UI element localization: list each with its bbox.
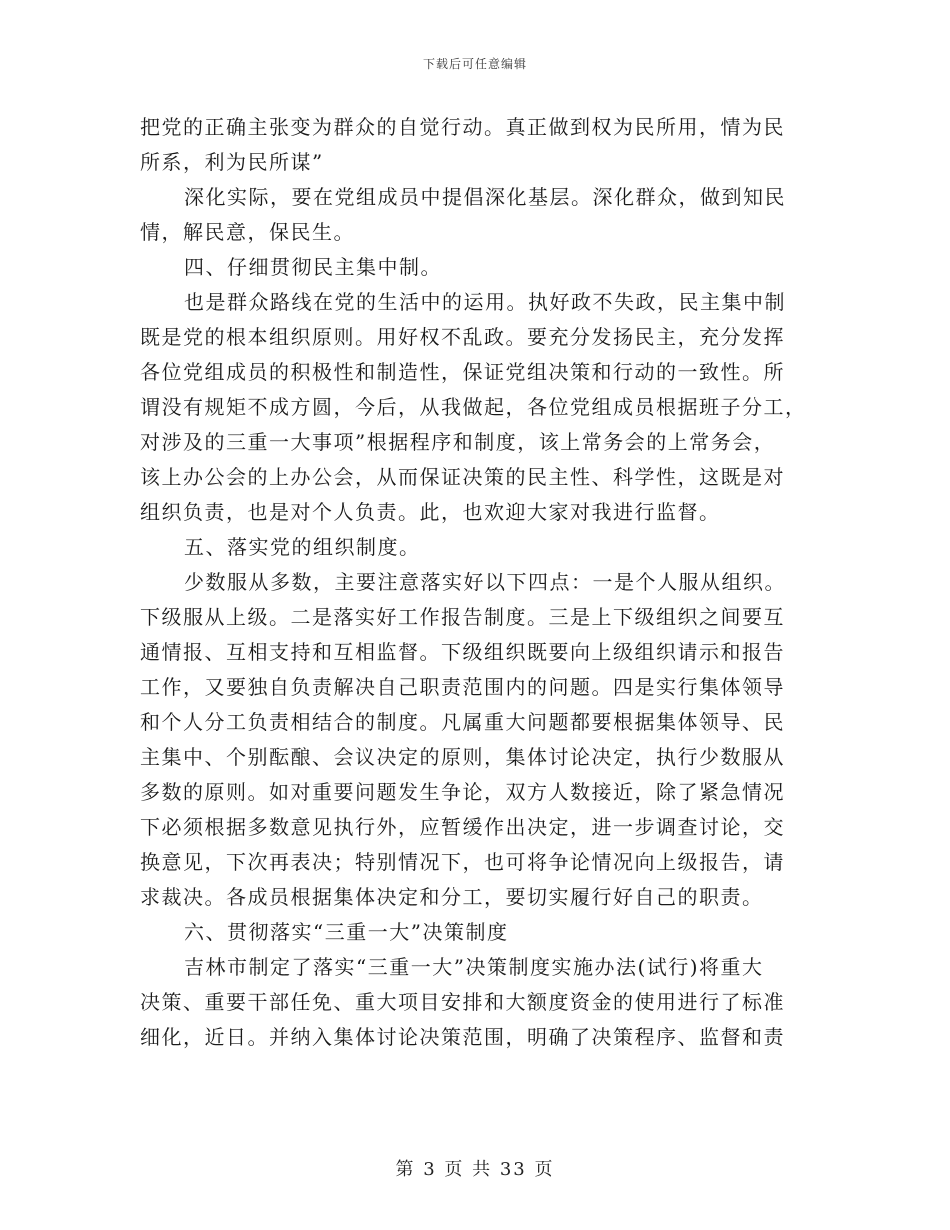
text-line: 和个人分工负责相结合的制度。凡属重大问题都要根据集体领导、民 <box>140 710 785 734</box>
text-line: 少数服从多数，主要注意落实好以下四点：一是个人服从组织。 <box>184 570 786 594</box>
text-line: 主集中、个别酝酿、会议决定的原则，集体讨论决定，执行少数服从 <box>140 745 785 769</box>
text-line: 谓没有规矩不成方圆，今后，从我做起，各位党组成员根据班子分工， <box>140 395 807 419</box>
text-line: 通情报、互相支持和互相监督。下级组织既要向上级组织请示和报告 <box>140 640 785 664</box>
text-line: 多数的原则。如对重要问题发生争论，双方人数接近，除了紧急情况 <box>140 780 785 804</box>
text-line: 情，解民意，保民生。 <box>140 220 355 244</box>
text-line: 深化实际，要在党组成员中提倡深化基层。深化群众，做到知民 <box>184 185 786 209</box>
text-line: 组织负责，也是对个人负责。此，也欢迎大家对我进行监督。 <box>140 500 721 524</box>
page-header: 下载后可任意编辑 <box>422 57 527 71</box>
text-line: 换意见，下次再表决；特别情况下，也可将争论情况向上级报告，请 <box>140 850 785 874</box>
text-line: 该上办公会的上办公会，从而保证决策的民主性、科学性，这既是对 <box>140 465 785 489</box>
page-footer: 第 3 页 共 33 页 <box>395 1159 555 1180</box>
text-line: 决策、重要干部任免、重大项目安排和大额度资金的使用进行了标准 <box>140 990 785 1014</box>
text-line: 细化，近日。并纳入集体讨论决策范围，明确了决策程序、监督和责 <box>140 1025 785 1049</box>
text-line: 既是党的根本组织原则。用好权不乱政。要充分发扬民主，充分发挥 <box>140 325 785 349</box>
text-line: 四、仔细贯彻民主集中制。 <box>184 255 442 279</box>
text-line: 下必须根据多数意见执行外，应暂缓作出决定，进一步调查讨论，交 <box>140 815 785 839</box>
text-line: 工作，又要独自负责解决自己职责范围内的问题。四是实行集体领导 <box>140 675 785 699</box>
text-line: 各位党组成员的积极性和制造性，保证党组决策和行动的一致性。所 <box>140 360 785 384</box>
document-body <box>140 110 805 1055</box>
text-line: 五、落实党的组织制度。 <box>184 535 421 559</box>
text-line: 吉林市制定了落实“三重一大”决策制度实施办法(试行)将重大 <box>184 955 764 979</box>
text-line: 所系，利为民所谋” <box>140 150 324 174</box>
text-line: 六、贯彻落实“三重一大”决策制度 <box>184 920 509 944</box>
text-line: 对涉及的三重一大事项”根据程序和制度，该上常务会的上常务会， <box>140 430 776 454</box>
text-line: 把党的正确主张变为群众的自觉行动。真正做到权为民所用，情为民 <box>140 115 785 139</box>
text-line: 下级服从上级。二是落实好工作报告制度。三是上下级组织之间要互 <box>140 605 785 629</box>
text-line: 求裁决。各成员根据集体决定和分工，要切实履行好自己的职责。 <box>140 885 764 909</box>
text-line: 也是群众路线在党的生活中的运用。执好政不失政，民主集中制 <box>184 290 786 314</box>
